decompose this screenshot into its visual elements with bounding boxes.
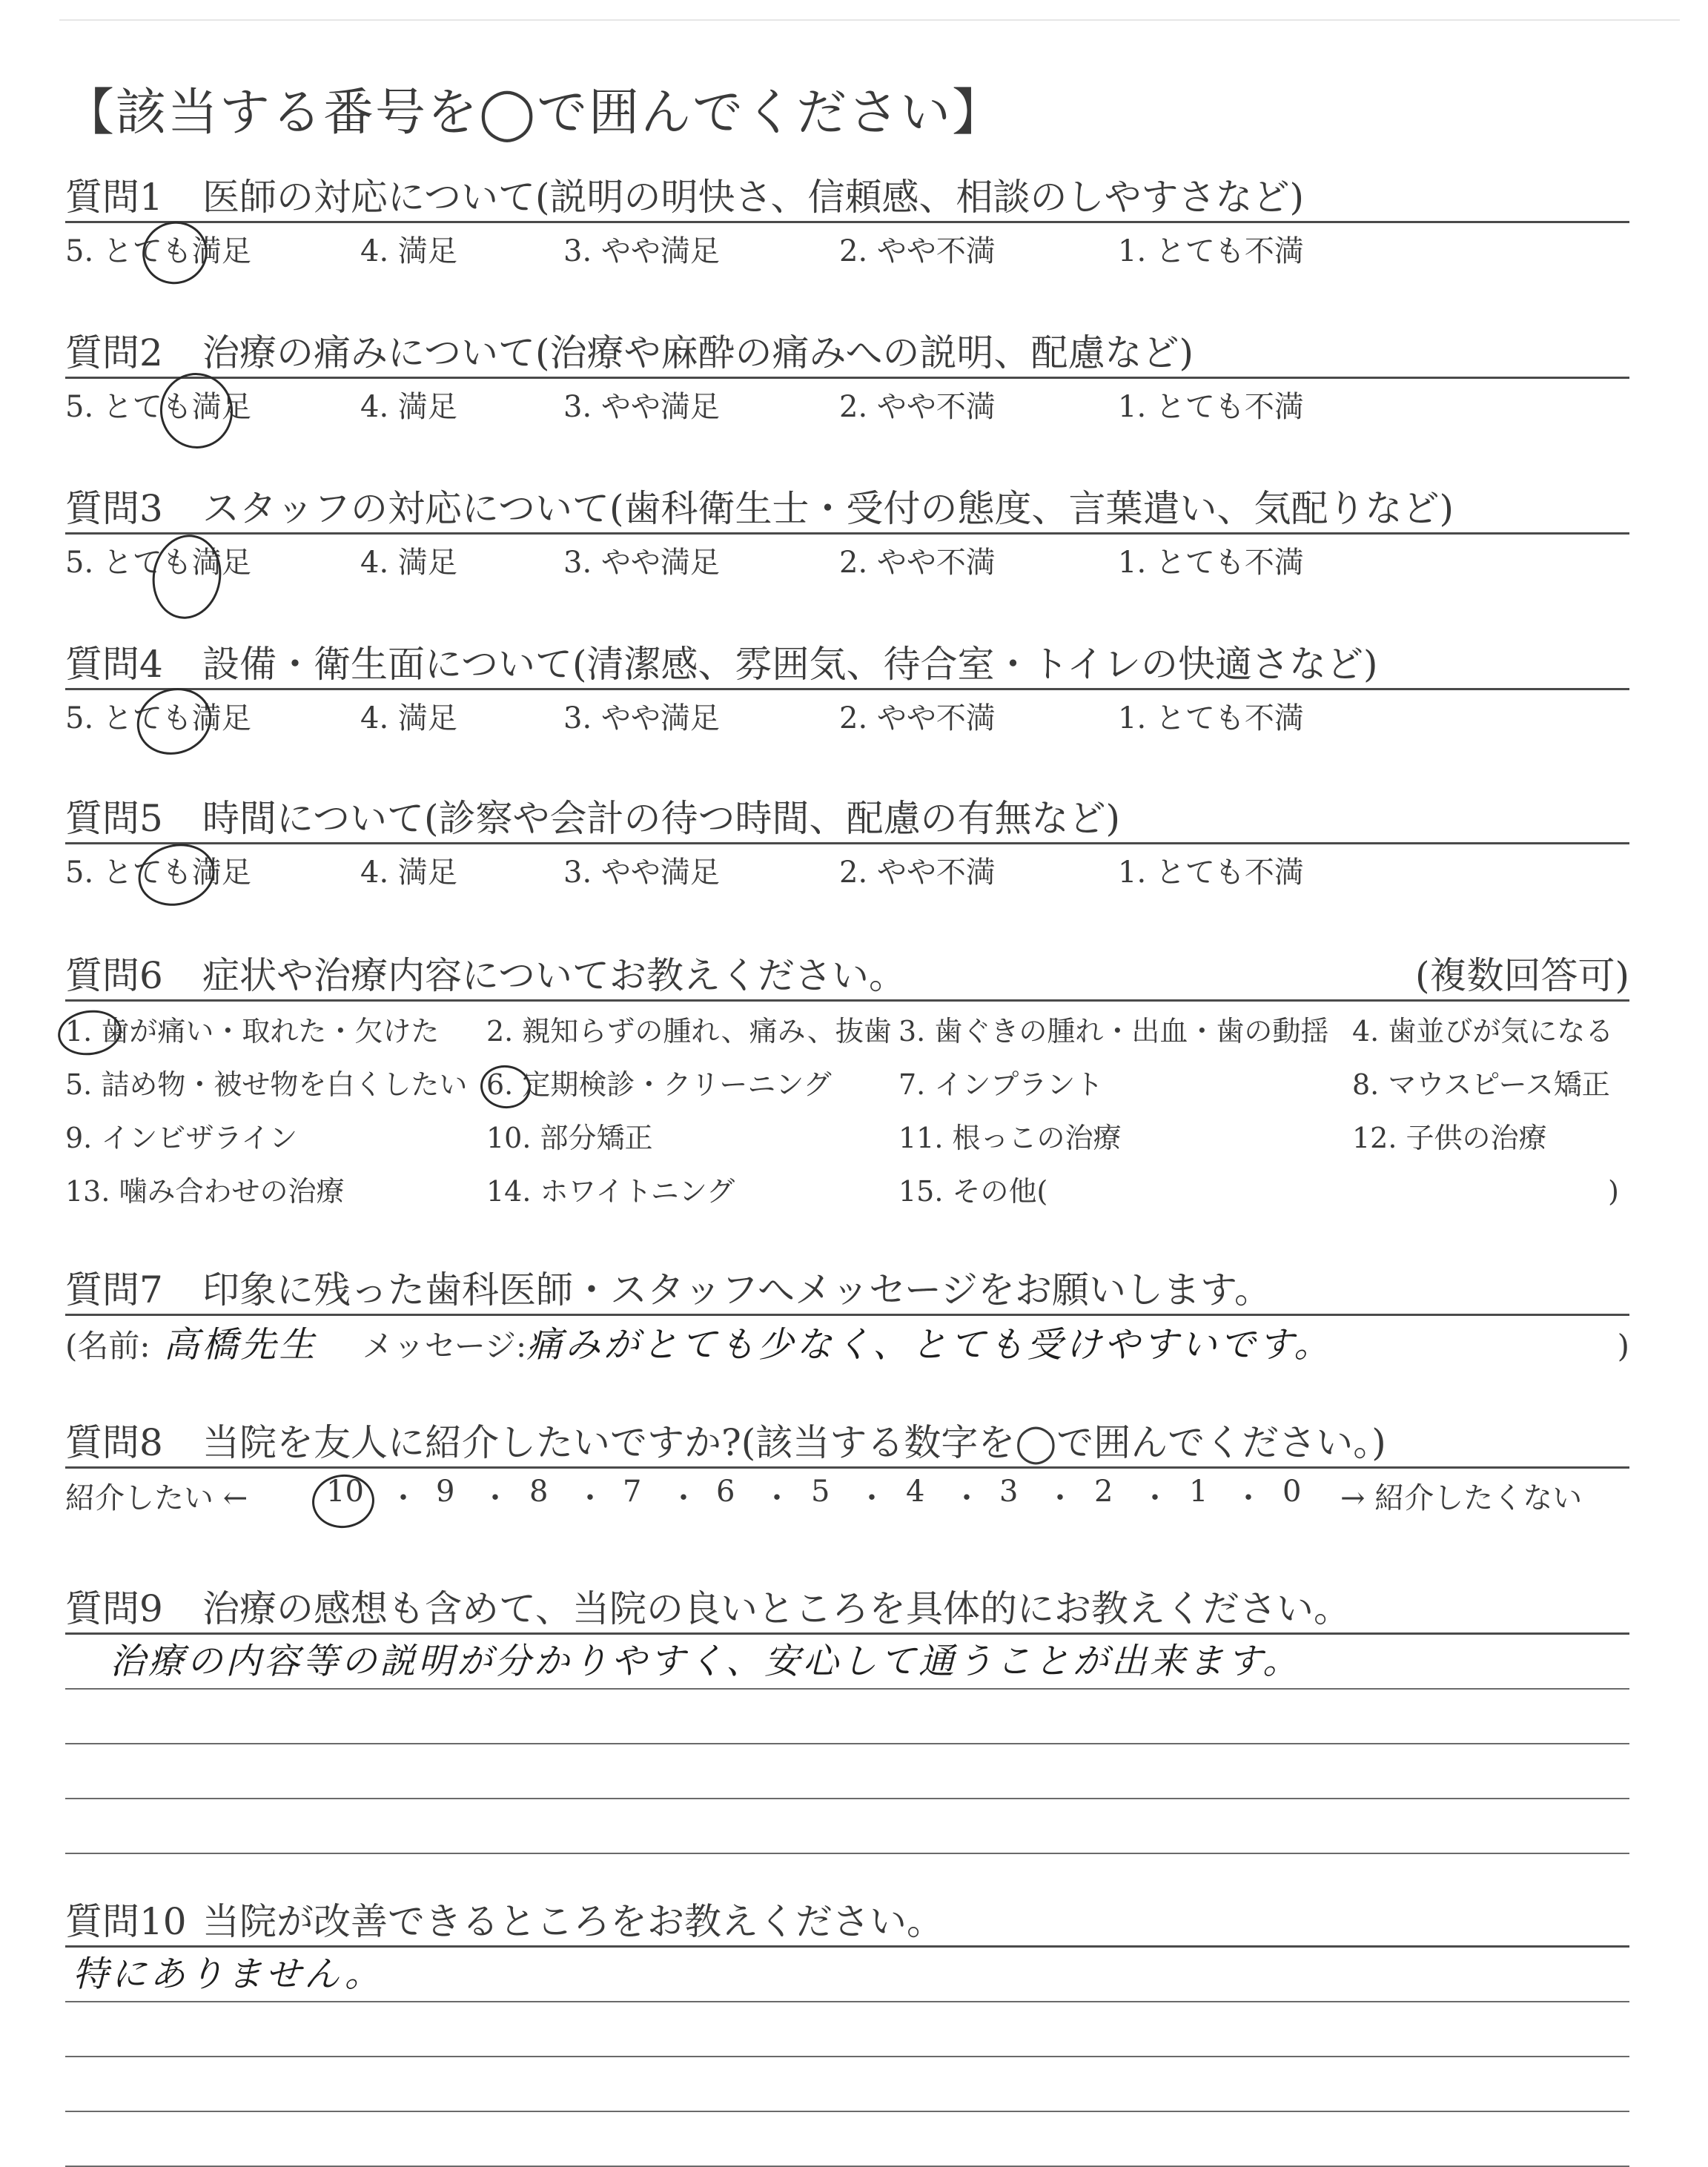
question-4 [65, 635, 1629, 738]
question-3 [65, 479, 1629, 582]
rating-scale [65, 847, 1629, 892]
recommend-right-label: → 紹介したくない [1340, 1481, 1583, 1515]
question-text: 印象に残った歯科医師・スタッフへメッセージをお願いします。 [202, 1268, 1271, 1311]
message-value[interactable]: 痛みがとても少なく、とても受けやすいです。 [526, 1324, 1333, 1366]
score-3[interactable]: 3 [999, 1475, 1019, 1509]
page-title: 【該当する番号を◯で囲んでください】 [64, 84, 1004, 142]
divider [65, 842, 1629, 844]
answer-line [65, 1744, 1629, 1799]
question-text: 症状や治療内容についてお教えください。 [202, 954, 906, 997]
question-label: 質問4 [65, 643, 163, 686]
other-close-paren: ) [1608, 1175, 1619, 1208]
multiple-answers-note: (複数回答可) [1414, 954, 1629, 997]
question-label: 質問3 [65, 487, 163, 530]
question-6 [65, 946, 1629, 1211]
name-label: (名前: [65, 1328, 150, 1364]
separator-dot: ・ [1045, 1481, 1075, 1515]
option-very-satisfied[interactable]: 5. とても満足 [65, 539, 360, 581]
symptom-option-9[interactable]: 9. インビザライン [65, 1122, 298, 1154]
score-9[interactable]: 9 [436, 1475, 455, 1509]
question-label: 質問8 [65, 1421, 163, 1464]
symptom-options [65, 1012, 1629, 1211]
question-text: 時間について(診察や会計の待つ時間、配慮の有無など) [202, 797, 1121, 840]
answer-line [65, 1948, 1629, 2002]
divider [65, 377, 1629, 379]
question-8 [65, 1413, 1629, 1516]
divider [65, 532, 1629, 535]
symptom-option-14[interactable]: 14. ホワイトニング [486, 1175, 735, 1208]
option-somewhat-dissatisfied[interactable]: 2. やや不満 [839, 389, 996, 424]
divider [65, 221, 1629, 223]
option-very-satisfied[interactable]: 5. とても満足 [65, 228, 360, 270]
score-6[interactable]: 6 [716, 1475, 735, 1509]
answer-line [65, 1635, 1629, 1690]
option-satisfied[interactable]: 4. 満足 [360, 855, 457, 890]
separator-dot: ・ [575, 1481, 605, 1515]
symptom-option-2[interactable]: 2. 親知らずの腫れ、痛み、抜歯 [486, 1015, 892, 1048]
symptom-option-3[interactable]: 3. 歯ぐきの腫れ・出血・歯の動揺 [898, 1015, 1329, 1048]
option-very-dissatisfied[interactable]: 1. とても不満 [1118, 389, 1304, 424]
rating-scale [65, 693, 1629, 738]
option-very-satisfied[interactable]: 5. とても満足 [65, 383, 360, 426]
hand-circle-mark [55, 1006, 125, 1059]
option-somewhat-satisfied[interactable]: 3. やや満足 [563, 855, 720, 890]
question-label: 質問6 [65, 954, 163, 997]
option-very-dissatisfied[interactable]: 1. とても不満 [1118, 234, 1304, 268]
symptom-option-15-other[interactable]: 15. その他( [898, 1175, 1048, 1208]
option-somewhat-dissatisfied[interactable]: 2. やや不満 [839, 234, 996, 268]
symptom-option-5[interactable]: 5. 詰め物・被せ物を白くしたい [65, 1068, 468, 1101]
handwritten-answer: 特にありません。 [73, 1953, 383, 1995]
option-somewhat-satisfied[interactable]: 3. やや満足 [563, 234, 720, 268]
divider [65, 688, 1629, 690]
symptom-option-1[interactable]: 1. 歯が痛い・取れた・欠けた [65, 1012, 486, 1051]
question-9 [65, 1579, 1629, 1854]
separator-dot: ・ [1140, 1481, 1170, 1515]
answer-area[interactable] [65, 1948, 1629, 2167]
message-close-paren: ) [1617, 1328, 1629, 1364]
recommend-left-label: 紹介したい ← [65, 1481, 248, 1515]
symptom-option-8[interactable]: 8. マウスピース矯正 [1352, 1068, 1610, 1101]
score-0[interactable]: 0 [1282, 1475, 1302, 1509]
option-very-dissatisfied[interactable]: 1. とても不満 [1118, 545, 1304, 580]
rating-scale [65, 537, 1629, 582]
question-5 [65, 789, 1629, 892]
answer-line [65, 1690, 1629, 1744]
name-value[interactable]: 高橋先生 [163, 1324, 318, 1366]
answer-line [65, 2002, 1629, 2057]
question-label: 質問7 [65, 1268, 163, 1311]
option-somewhat-satisfied[interactable]: 3. やや満足 [563, 701, 720, 735]
answer-line [65, 1799, 1629, 1854]
separator-dot: ・ [388, 1481, 418, 1515]
symptom-option-4[interactable]: 4. 歯並びが気になる [1352, 1015, 1614, 1048]
option-satisfied[interactable]: 4. 満足 [360, 545, 457, 580]
symptom-option-12[interactable]: 12. 子供の治療 [1352, 1122, 1547, 1154]
separator-dot: ・ [857, 1481, 887, 1515]
symptom-option-11[interactable]: 11. 根っこの治療 [898, 1122, 1122, 1154]
handwritten-answer: 治療の内容等の説明が分かりやすく、安心して通うことが出来ます。 [110, 1641, 1302, 1682]
recommend-scale [65, 1469, 1629, 1516]
symptom-option-6[interactable]: 6. 定期検診・クリーニング [486, 1065, 898, 1104]
divider [65, 999, 1629, 1002]
separator-dot: ・ [952, 1481, 982, 1515]
score-8[interactable]: 8 [529, 1475, 549, 1509]
option-very-dissatisfied[interactable]: 1. とても不満 [1118, 701, 1304, 735]
option-satisfied[interactable]: 4. 満足 [360, 701, 457, 735]
score-2[interactable]: 2 [1094, 1475, 1113, 1509]
question-label: 質問9 [65, 1587, 163, 1630]
separator-dot: ・ [1234, 1481, 1263, 1515]
score-7[interactable]: 7 [623, 1475, 642, 1509]
question-label: 質問10 [65, 1900, 187, 1943]
option-satisfied[interactable]: 4. 満足 [360, 389, 457, 424]
symptom-option-13[interactable]: 13. 噛み合わせの治療 [65, 1175, 345, 1208]
question-1 [65, 168, 1629, 271]
option-somewhat-satisfied[interactable]: 3. やや満足 [563, 389, 720, 424]
option-somewhat-dissatisfied[interactable]: 2. やや不満 [839, 701, 996, 735]
option-somewhat-satisfied[interactable]: 3. やや満足 [563, 545, 720, 580]
question-2 [65, 323, 1629, 426]
answer-area[interactable] [65, 1635, 1629, 1854]
question-text: スタッフの対応について(歯科衛生士・受付の態度、言葉遣い、気配りなど) [202, 487, 1454, 530]
rating-scale [65, 382, 1629, 426]
message-row [65, 1316, 1629, 1375]
question-label: 質問2 [65, 331, 163, 374]
score-10[interactable]: 10 [326, 1475, 364, 1509]
question-text: 当院が改善できるところをお教えください。 [202, 1900, 944, 1943]
question-label: 質問5 [65, 797, 163, 840]
separator-dot: ・ [480, 1481, 510, 1515]
message-label: メッセージ: [362, 1328, 527, 1364]
option-somewhat-dissatisfied[interactable]: 2. やや不満 [839, 855, 996, 890]
score-5[interactable]: 5 [811, 1475, 830, 1509]
option-somewhat-dissatisfied[interactable]: 2. やや不満 [839, 545, 996, 580]
question-10 [65, 1892, 1629, 2167]
question-text: 治療の感想も含めて、当院の良いところを具体的にお教えください。 [202, 1587, 1351, 1630]
score-4[interactable]: 4 [906, 1475, 925, 1509]
symptom-option-10[interactable]: 10. 部分矯正 [486, 1122, 653, 1154]
question-7 [65, 1260, 1629, 1375]
option-satisfied[interactable]: 4. 満足 [360, 234, 457, 268]
answer-line [65, 2057, 1629, 2112]
score-1[interactable]: 1 [1189, 1475, 1208, 1509]
rating-scale [65, 226, 1629, 271]
separator-dot: ・ [762, 1481, 792, 1515]
question-text: 治療の痛みについて(治療や麻酔の痛みへの説明、配慮など) [202, 331, 1194, 374]
question-text: 医師の対応について(説明の明快さ、信頼感、相談のしやすさなど) [202, 176, 1305, 219]
question-text: 当院を友人に紹介したいですか?(該当する数字を◯で囲んでください。) [202, 1421, 1386, 1464]
symptom-option-7[interactable]: 7. インプラント [898, 1068, 1104, 1101]
top-border [59, 19, 1680, 21]
option-very-satisfied[interactable]: 5. とても満足 [65, 695, 360, 737]
question-text: 設備・衛生面について(清潔感、雰囲気、待合室・トイレの快適さなど) [202, 643, 1378, 686]
question-label: 質問1 [65, 176, 163, 219]
option-very-dissatisfied[interactable]: 1. とても不満 [1118, 855, 1304, 890]
separator-dot: ・ [669, 1481, 698, 1515]
option-very-satisfied[interactable]: 5. とても満足 [65, 849, 360, 891]
answer-line [65, 2112, 1629, 2167]
